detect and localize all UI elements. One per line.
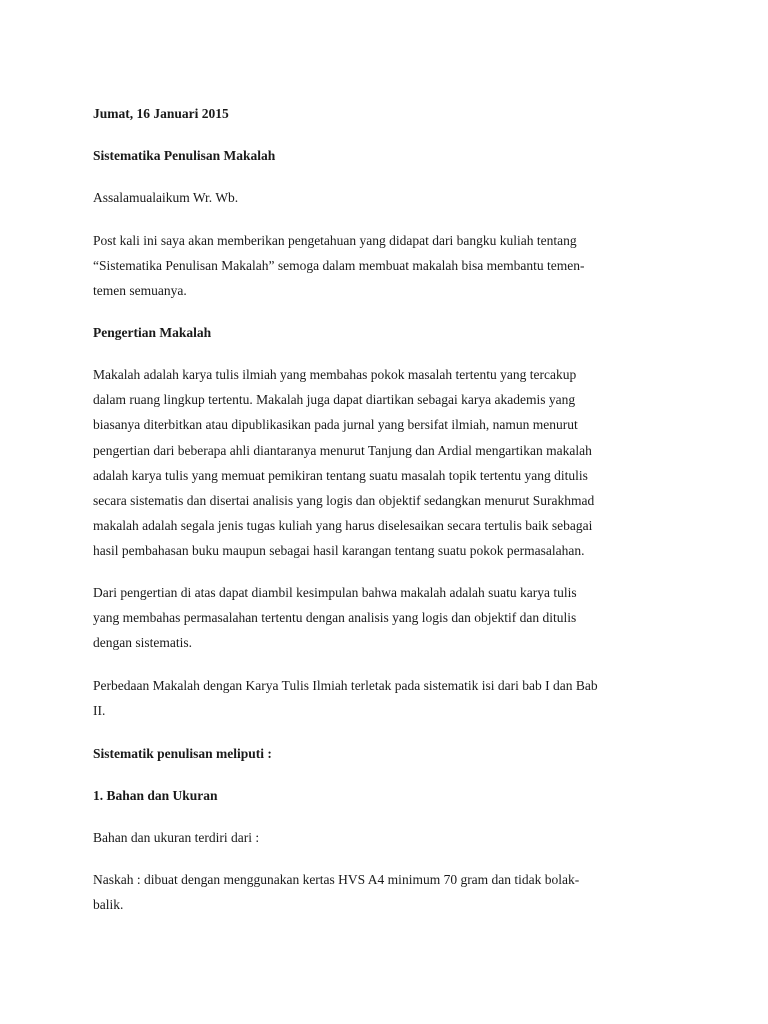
text-line: balik. bbox=[93, 897, 124, 913]
text-line: hasil pembahasan buku maupun sebagai hasil karangan tentang suatu pokok permasalahan. bbox=[93, 543, 585, 559]
definition-paragraph bbox=[93, 362, 668, 564]
date-heading: Jumat, 16 Januari 2015 bbox=[93, 106, 229, 121]
text-line: secara sistematis dan disertai analisis yang logis dan objektif sedangkan menurut Surakhmad bbox=[93, 493, 595, 509]
text-line: yang membahas permasalahan tertentu dengan analisis yang logis dan objektif dan ditulis bbox=[93, 610, 577, 626]
text-line: temen semuanya. bbox=[93, 283, 187, 299]
section-heading-sistematik: Sistematik penulisan meliputi : bbox=[93, 746, 272, 761]
text-line: biasanya diterbitkan atau dipublikasikan pada jurnal yang bersifat ilmiah, namun menurut bbox=[93, 417, 578, 433]
text-line: dalam ruang lingkup tertentu. Makalah juga dapat diartikan sebagai karya akademis yang bbox=[93, 392, 576, 408]
text-line: Makalah adalah karya tulis ilmiah yang membahas pokok masalah tertentu yang tercakup bbox=[93, 367, 577, 382]
text-line: “Sistematika Penulisan Makalah” semoga dalam membuat makalah bisa membantu temen- bbox=[93, 258, 585, 274]
text-line: II. bbox=[93, 703, 106, 719]
section-heading-pengertian: Pengertian Makalah bbox=[93, 325, 212, 340]
text-line: Dari pengertian di atas dapat diambil kesimpulan bahwa makalah adalah suatu karya tulis bbox=[93, 585, 577, 600]
greeting: Assalamualaikum Wr. Wb. bbox=[93, 190, 239, 205]
text-line: adalah karya tulis yang memuat pemikiran tentang suatu masalah topik tertentu yang ditulis bbox=[93, 467, 588, 483]
document-title: Sistematika Penulisan Makalah bbox=[93, 148, 276, 163]
text-line: dengan sistematis. bbox=[93, 635, 192, 651]
naskah-paragraph bbox=[93, 867, 668, 917]
text-line: Perbedaan Makalah dengan Karya Tulis Ilmiah terletak pada sistematik isi dari bab I dan Bab bbox=[93, 678, 598, 693]
conclusion-paragraph bbox=[93, 580, 668, 656]
intro-paragraph bbox=[93, 228, 668, 304]
text-line: Naskah : dibuat dengan menggunakan kertas HVS A4 minimum 70 gram dan tidak bolak- bbox=[93, 872, 580, 887]
document-page bbox=[93, 0, 668, 1024]
subheading-bahan-ukuran: 1. Bahan dan Ukuran bbox=[93, 788, 218, 803]
text-line: Post kali ini saya akan memberikan pengetahuan yang didapat dari bangku kuliah tentang bbox=[93, 233, 577, 248]
text-line: makalah adalah segala jenis tugas kuliah yang harus diselesaikan secara tertulis baik sebagai bbox=[93, 518, 593, 534]
bahan-intro: Bahan dan ukuran terdiri dari : bbox=[93, 830, 260, 845]
text-line: pengertian dari beberapa ahli diantaranya menurut Tanjung dan Ardial mengartikan makalah bbox=[93, 442, 592, 458]
difference-paragraph bbox=[93, 673, 668, 723]
